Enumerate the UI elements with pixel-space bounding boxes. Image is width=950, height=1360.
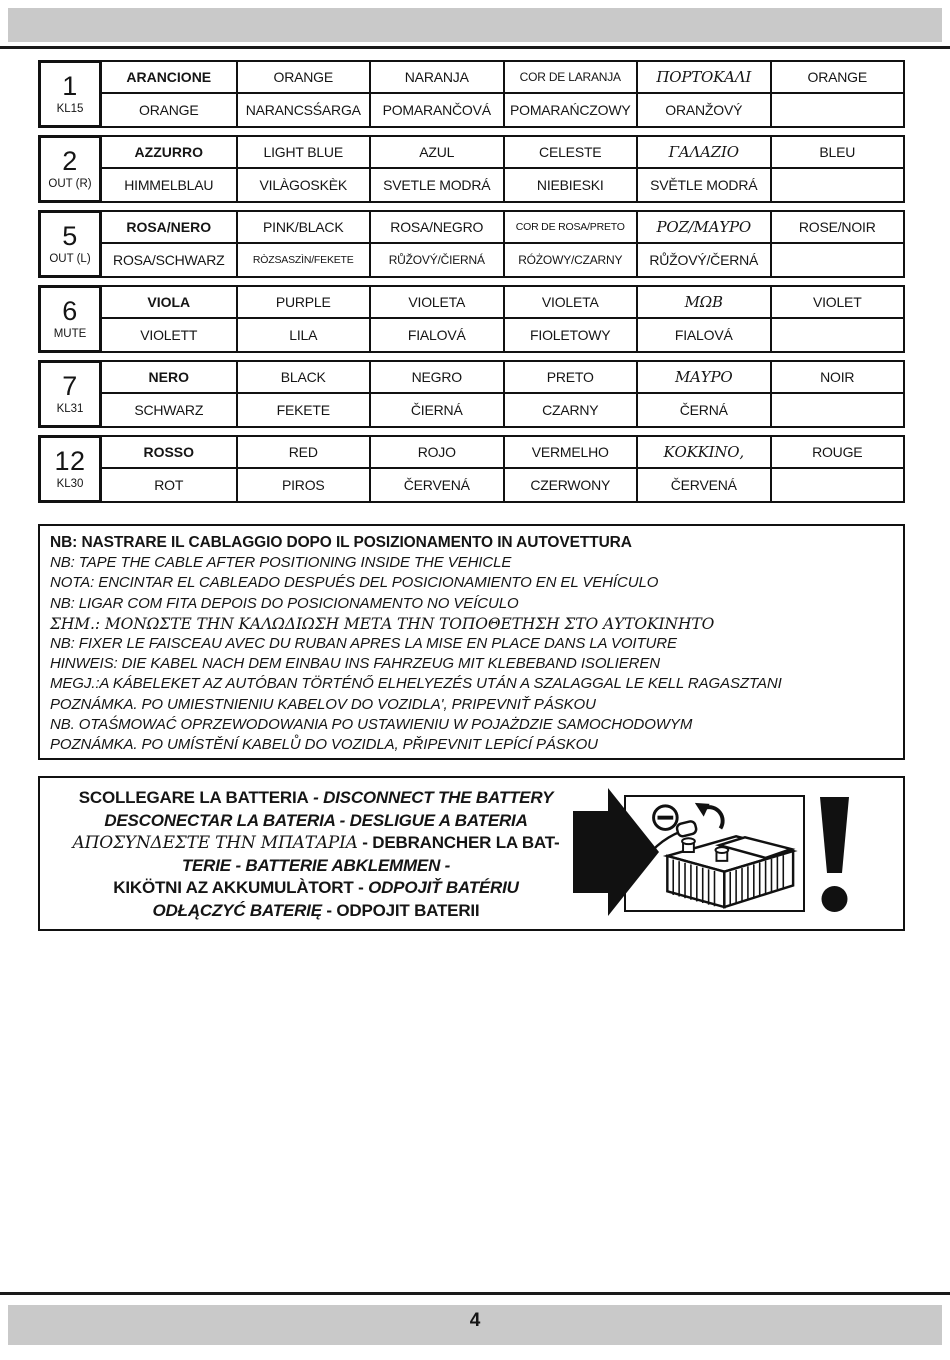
cell-czech: RŮŽOVÝ/ČERNÁ [636, 244, 770, 276]
note-spanish: NOTA: ENCINTAR EL CABLEADO DESPUÉS DEL POSICIONAMIENTO EN EL VEHÍCULO [50, 574, 659, 592]
exclamation-warning-icon [818, 797, 851, 913]
wire-row [38, 135, 905, 203]
cell-english: LIGHT BLUE [236, 137, 370, 169]
cell-spanish: NEGRO [369, 362, 503, 394]
battery-line-4: TERIE - BATTERIE ABKLEMMEN - [181, 855, 451, 875]
terminal-label: KL30 [56, 478, 84, 490]
cell-portuguese: VERMELHO [503, 437, 637, 469]
pin-number: 12 [54, 446, 86, 476]
cell-portuguese: PRETO [503, 362, 637, 394]
cell-polish: POMARAŃCZOWY [503, 94, 637, 126]
cell-hungarian: NARANCSŚARGA [236, 94, 370, 126]
page-number: 4 [469, 1310, 481, 1331]
cell-german: ROSA/SCHWARZ [113, 252, 225, 268]
note-slovak: POZNÁMKA. PO UMIESTNIENIU KABELOV DO VOZIDLA', PRIPEVNIŤ PÁSKOU [50, 695, 596, 713]
battery-line-6: ODŁĄCZYĆ BATERIĘ - ODPOJIT BATERII [152, 900, 480, 920]
pin-number: 7 [62, 371, 78, 401]
terminal-label: OUT (R) [48, 178, 92, 190]
cell-italian: ARANCIONE [102, 62, 236, 94]
cell-polish: FIOLETOWY [503, 319, 637, 351]
cell-spanish: ROSA/NEGRO [369, 212, 503, 244]
page-footer-bar [8, 1305, 942, 1345]
cell-empty [770, 244, 904, 276]
cell-english: ORANGE [236, 62, 370, 94]
cell-polish: CZERWONY [503, 469, 637, 501]
cell-german: VIOLETT [140, 327, 198, 343]
cell-empty [770, 94, 904, 126]
note-czech: POZNÁMKA. PO UMÍSTĚNÍ KABELŮ DO VOZIDLA, PŘIPEVNIT LEPÍCÍ PÁSKOU [50, 736, 598, 754]
cell-portuguese: VIOLETA [503, 287, 637, 319]
pin-terminal-box [38, 210, 102, 278]
pin-terminal-box [38, 135, 102, 203]
note-greek: ΣΗΜ.: ΜΟΝΩΣΤΕ ΤΗΝ ΚΑΛΩΔΙΩΣΗ ΜΕΤΑ ΤΗΝ ΤΟΠΟΘΕΤΗΣΗ ΣΤΟ ΑΥΤΟΚΙΝΗΤΟ [50, 614, 715, 633]
cell-greek: ΚΟΚΚΙΝΟ, [636, 437, 770, 469]
cell-czech: SVĚTLE MODRÁ [636, 169, 770, 201]
pin-number: 5 [62, 221, 78, 251]
cell-french: ROUGE [770, 437, 904, 469]
cell-german: ROT [154, 477, 184, 493]
cell-english: PURPLE [236, 287, 370, 319]
cell-greek: ΡΟΖ/ΜΑΥΡΟ [636, 212, 770, 244]
cell-hungarian: LILA [236, 319, 370, 351]
cell-spanish: VIOLETA [369, 287, 503, 319]
cell-italian: ROSSO [102, 437, 236, 469]
cell-german: HIMMELBLAU [124, 177, 214, 193]
battery-warning-text [46, 787, 586, 922]
cell-greek: ΜΑΥΡΟ [636, 362, 770, 394]
cell-slovak: POMARANČOVÁ [369, 94, 503, 126]
cell-english: RED [236, 437, 370, 469]
pin-number: 2 [62, 146, 78, 176]
pin-terminal-box [38, 360, 102, 428]
cell-english: PINK/BLACK [236, 212, 370, 244]
cell-empty [770, 319, 904, 351]
footer-divider-rule [0, 1292, 950, 1295]
cell-greek: ΠΟΡΤΟΚΑΛΙ [636, 62, 770, 94]
wire-row [38, 360, 905, 428]
cell-polish: NIEBIESKI [503, 169, 637, 201]
color-name-cells [102, 362, 903, 426]
cell-hungarian: PIROS [236, 469, 370, 501]
pin-number: 6 [62, 296, 78, 326]
cell-italian: VIOLA [102, 287, 236, 319]
cell-empty [770, 394, 904, 426]
terminal-label: MUTE [53, 328, 87, 340]
wire-row [38, 435, 905, 503]
cell-polish: RÓŻOWY/CZARNY [503, 244, 637, 276]
cell-spanish: AZUL [369, 137, 503, 169]
note-portuguese: NB: LIGAR COM FITA DEPOIS DO POSICIONAMENTO NO VEÍCULO [50, 594, 519, 612]
cell-hungarian: VILÀGOSKÈK [236, 169, 370, 201]
cell-czech: ORANŽOVÝ [636, 94, 770, 126]
cell-french: ORANGE [770, 62, 904, 94]
cell-spanish: ROJO [369, 437, 503, 469]
cell-empty [770, 469, 904, 501]
cell-italian: ROSA/NERO [102, 212, 236, 244]
battery-warning-box [38, 776, 905, 931]
battery-line-2: DESCONECTAR LA BATERIA - DESLIGUE A BATERIA [104, 810, 528, 830]
cell-hungarian: FEKETE [236, 394, 370, 426]
cell-portuguese: CELESTE [503, 137, 637, 169]
color-name-cells [102, 137, 903, 201]
battery-line-5: KIKÖTNI AZ AKKUMULÀTORT - ODPOJIŤ BATÉRIU [113, 878, 519, 897]
cell-slovak: RŮŽOVÝ/ČIERNÁ [369, 244, 503, 276]
taping-notes-box [38, 524, 905, 760]
note-english: NB: TAPE THE CABLE AFTER POSITIONING INSIDE THE VEHICLE [50, 554, 512, 572]
cell-czech: ČERNÁ [636, 394, 770, 426]
battery-line-3: ΑΠΟΣΥΝΔΕΣΤΕ ΤΗΝ ΜΠΑΤΑΡΙΑ - DEBRANCHER LA BAT- [72, 833, 560, 853]
pin-terminal-box [38, 60, 102, 128]
wire-row [38, 210, 905, 278]
cell-spanish: NARANJA [369, 62, 503, 94]
cell-portuguese: COR DE ROSA/PRETO [503, 212, 637, 244]
pin-number: 1 [62, 71, 78, 101]
terminal-label: KL31 [56, 403, 84, 415]
cell-slovak: FIALOVÁ [369, 319, 503, 351]
color-name-cells [102, 437, 903, 501]
color-name-cells [102, 62, 903, 126]
cell-english: BLACK [236, 362, 370, 394]
cell-slovak: ČERVENÁ [369, 469, 503, 501]
page-content [38, 60, 905, 931]
page-header-bar [8, 8, 942, 42]
cell-french: VIOLET [770, 287, 904, 319]
pin-terminal-box [38, 435, 102, 503]
cell-french: ROSE/NOIR [770, 212, 904, 244]
cell-hungarian: RÒZSASZÌN/FEKETE [236, 244, 370, 276]
note-german: HINWEIS: DIE KABEL NACH DEM EINBAU INS FAHRZEUG MIT KLEBEBAND ISOLIEREN [50, 655, 660, 673]
note-hungarian: MEGJ.:A KÁBELEKET AZ AUTÓBAN TÖRTÉNŐ ELHELYEZÉS UTÁN A SZALAGGAL LE KELL RAGASZTANI [50, 675, 782, 693]
cell-italian: AZZURRO [102, 137, 236, 169]
terminal-label: KL15 [56, 103, 84, 115]
cell-french: NOIR [770, 362, 904, 394]
note-polish: NB. OTAŚMOWAĆ OPRZEWODOWANIA PO USTAWIENIU W POJAŻDZIE SAMOCHODOWYM [50, 715, 693, 733]
cell-empty [770, 169, 904, 201]
color-name-cells [102, 287, 903, 351]
cell-german: ORANGE [139, 102, 199, 118]
cell-greek: ΜΩΒ [636, 287, 770, 319]
note-french: NB: FIXER LE FAISCEAU AVEC DU RUBAN APRES LA MISE EN PLACE DANS LA VOITURE [50, 635, 677, 653]
cell-german: SCHWARZ [134, 402, 204, 418]
cell-slovak: ČIERNÁ [369, 394, 503, 426]
header-divider-rule [0, 46, 950, 49]
cell-portuguese: COR DE LARANJA [503, 62, 637, 94]
battery-line-1: SCOLLEGARE LA BATTERIA - DISCONNECT THE BATTERY [78, 788, 554, 807]
cell-french: BLEU [770, 137, 904, 169]
cell-polish: CZARNY [503, 394, 637, 426]
terminal-label: OUT (L) [49, 253, 91, 265]
color-name-cells [102, 212, 903, 276]
wire-row [38, 285, 905, 353]
pin-terminal-box [38, 285, 102, 353]
cell-slovak: SVETLE MODRÁ [369, 169, 503, 201]
cell-czech: ČERVENÁ [636, 469, 770, 501]
cell-czech: FIALOVÁ [636, 319, 770, 351]
wiring-color-table [38, 60, 905, 503]
wire-row [38, 60, 905, 128]
cell-greek: ΓΑΛΑΖΙΟ [636, 137, 770, 169]
big-right-arrow-icon [573, 788, 661, 916]
cell-italian: NERO [102, 362, 236, 394]
note-italian: NB: NASTRARE IL CABLAGGIO DOPO IL POSIZIONAMENTO IN AUTOVETTURA [50, 534, 632, 551]
